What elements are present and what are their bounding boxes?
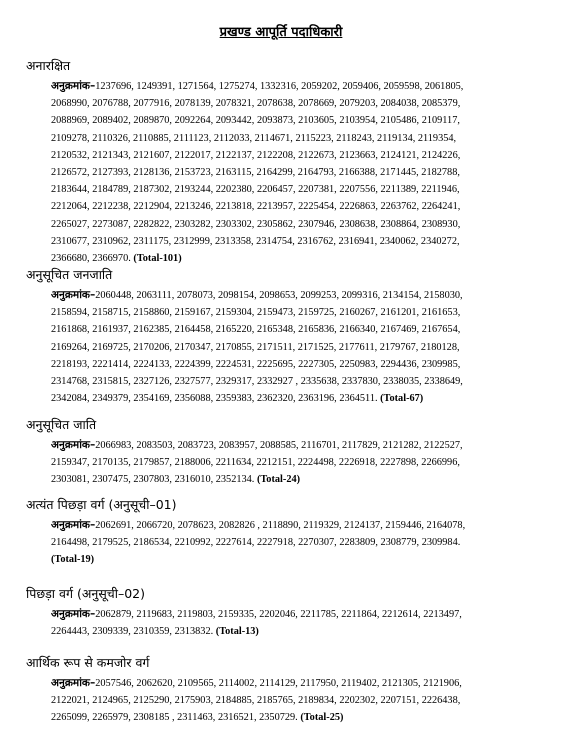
roll-number-block	[51, 517, 541, 569]
roll-number-label: अनुक्रमांक–	[51, 439, 96, 451]
section-heading: पिछड़ा वर्ग (अनुसूची–02)	[26, 586, 145, 601]
total-count: (Total-101)	[133, 252, 182, 264]
roll-number-line	[51, 287, 541, 304]
roll-number-line	[51, 216, 541, 233]
roll-numbers: 2066983, 2083503, 2083723, 2083957, 2088585, 2116701, 2117829, 2121282, 2122527,	[95, 440, 463, 451]
roll-number-line	[51, 517, 541, 534]
roll-number-line	[51, 709, 541, 726]
roll-number-line	[51, 373, 541, 390]
roll-numbers: 2366680, 2366970.	[51, 252, 131, 264]
page-title: प्रखण्ड आपूर्ति पदाधिकारी	[219, 25, 343, 40]
roll-number-line	[51, 606, 541, 623]
section-heading: अत्यंत पिछड़ा वर्ग (अनुसूची–01)	[26, 497, 177, 512]
roll-number-label: अनुक्रमांक–	[51, 608, 96, 620]
roll-number-block	[51, 675, 541, 727]
section-heading: अनारक्षित	[26, 58, 71, 73]
roll-number-label: अनुक्रमांक–	[51, 519, 96, 531]
roll-numbers: 2158594, 2158715, 2158860, 2159167, 2159304, 2159473, 2159725, 2160267, 2161201, 2161653,	[51, 307, 461, 319]
roll-number-label: अनुक्रमांक–	[51, 80, 96, 92]
roll-numbers: 2126572, 2127393, 2128136, 2153723, 2163115, 2164299, 2164793, 2166388, 2171445, 2182788,	[51, 166, 460, 178]
roll-number-line	[51, 78, 541, 95]
roll-number-line	[51, 675, 541, 692]
roll-number-label: अनुक्रमांक–	[51, 289, 96, 301]
roll-numbers: 2169264, 2169725, 2170206, 2170347, 2170855, 2171511, 2171525, 2177611, 2179767, 2180128,	[51, 341, 460, 353]
roll-numbers: 2057546, 2062620, 2109565, 2114002, 2114129, 2117950, 2119402, 2121305, 2121906,	[95, 678, 462, 689]
roll-number-line	[51, 390, 541, 407]
roll-numbers: 2159347, 2170135, 2179857, 2188006, 2211634, 2212151, 2224498, 2226918, 2227898, 2266996,	[51, 457, 460, 469]
roll-number-line	[51, 198, 541, 215]
roll-number-line	[51, 454, 541, 471]
roll-numbers: 2265027, 2273087, 2282822, 2303282, 2303302, 2305862, 2307946, 2308638, 2308864, 2308930,	[51, 218, 461, 230]
roll-number-line	[51, 534, 541, 551]
roll-number-line	[51, 551, 541, 568]
roll-number-block	[51, 287, 541, 407]
roll-numbers: 2161868, 2161937, 2162385, 2164458, 2165220, 2165348, 2165836, 2166340, 2167469, 2167654,	[51, 324, 461, 336]
roll-numbers: 2062691, 2066720, 2078623, 2082826 , 2118890, 2119329, 2124137, 2159446, 2164078,	[95, 520, 466, 531]
roll-number-line	[51, 164, 541, 181]
roll-numbers: 2265099, 2265979, 2308185 , 2311463, 2316521, 2350729.	[51, 712, 298, 724]
roll-numbers: 2218193, 2221414, 2224133, 2224399, 2224531, 2225695, 2227305, 2250983, 2294436, 2309985,	[51, 358, 461, 370]
roll-numbers: 2314768, 2315815, 2327126, 2327577, 2329317, 2332927 , 2335638, 2337830, 2338035, 2338649,	[51, 375, 463, 387]
roll-number-line	[51, 471, 541, 488]
section-heading: अनुसूचित जाति	[26, 417, 97, 432]
roll-numbers: 2264443, 2309339, 2310359, 2313832.	[51, 626, 214, 638]
roll-number-line	[51, 321, 541, 338]
section-heading: अनुसूचित जनजाति	[26, 267, 113, 282]
roll-number-line	[51, 130, 541, 147]
roll-number-block	[51, 437, 541, 489]
roll-numbers: 2109278, 2110326, 2110885, 2111123, 2112033, 2114671, 2115223, 2118243, 2119134, 2119354,	[51, 132, 457, 144]
roll-number-line	[51, 623, 541, 640]
roll-numbers: 2342084, 2349379, 2354169, 2356088, 2359383, 2362320, 2363196, 2364511.	[51, 393, 378, 405]
total-count: (Total-24)	[256, 474, 301, 486]
roll-numbers: 2088969, 2089402, 2089870, 2092264, 2093442, 2093873, 2103605, 2103954, 2105486, 2109117,	[51, 115, 460, 127]
roll-number-line	[51, 437, 541, 454]
total-count: (Total-67)	[380, 393, 424, 405]
roll-number-line	[51, 181, 541, 198]
roll-number-block	[51, 606, 541, 640]
roll-number-line	[51, 233, 541, 250]
roll-number-line	[51, 356, 541, 373]
roll-numbers: 2303081, 2307475, 2307803, 2316010, 2352134.	[51, 474, 255, 486]
roll-number-line	[51, 147, 541, 164]
roll-number-line	[51, 692, 541, 709]
roll-numbers: 2120532, 2121343, 2121607, 2122017, 2122137, 2122208, 2122673, 2123663, 2124121, 2124226,	[51, 149, 461, 161]
roll-number-line	[51, 339, 541, 356]
roll-number-line	[51, 304, 541, 321]
roll-number-line	[51, 112, 541, 129]
roll-numbers: 2060448, 2063111, 2078073, 2098154, 2098653, 2099253, 2099316, 2134154, 2158030,	[95, 290, 463, 301]
total-count: (Total-19)	[51, 554, 95, 566]
roll-number-line	[51, 250, 541, 267]
section-heading: आर्थिक रूप से कमजोर वर्ग	[26, 655, 150, 670]
roll-numbers: 2183644, 2184789, 2187302, 2193244, 2202380, 2206457, 2207381, 2207556, 2211389, 2211946,	[51, 184, 460, 196]
roll-numbers: 2062879, 2119683, 2119803, 2159335, 2202046, 2211785, 2211864, 2212614, 2213497,	[95, 609, 462, 620]
roll-number-line	[51, 95, 541, 112]
roll-numbers: 2068990, 2076788, 2077916, 2078139, 2078321, 2078638, 2078669, 2079203, 2084038, 2085379,	[51, 98, 461, 110]
total-count: (Total-25)	[300, 712, 344, 724]
roll-numbers: 2212064, 2212238, 2212904, 2213246, 2213818, 2213957, 2225454, 2226863, 2263762, 2264241,	[51, 201, 461, 213]
roll-numbers: 2164498, 2179525, 2186534, 2210992, 2227614, 2227918, 2270307, 2283809, 2308779, 2309984.	[51, 537, 461, 549]
total-count: (Total-13)	[215, 626, 259, 638]
roll-numbers: 2122021, 2124965, 2125290, 2175903, 2184885, 2185765, 2189834, 2202302, 2207151, 2226438,	[51, 695, 461, 707]
roll-numbers: 1237696, 1249391, 1271564, 1275274, 1332316, 2059202, 2059406, 2059598, 2061805,	[95, 81, 464, 92]
roll-number-block	[51, 78, 541, 267]
roll-number-label: अनुक्रमांक–	[51, 677, 96, 689]
roll-numbers: 2310677, 2310962, 2311175, 2312999, 2313358, 2314754, 2316762, 2316941, 2340062, 2340272,	[51, 235, 460, 247]
